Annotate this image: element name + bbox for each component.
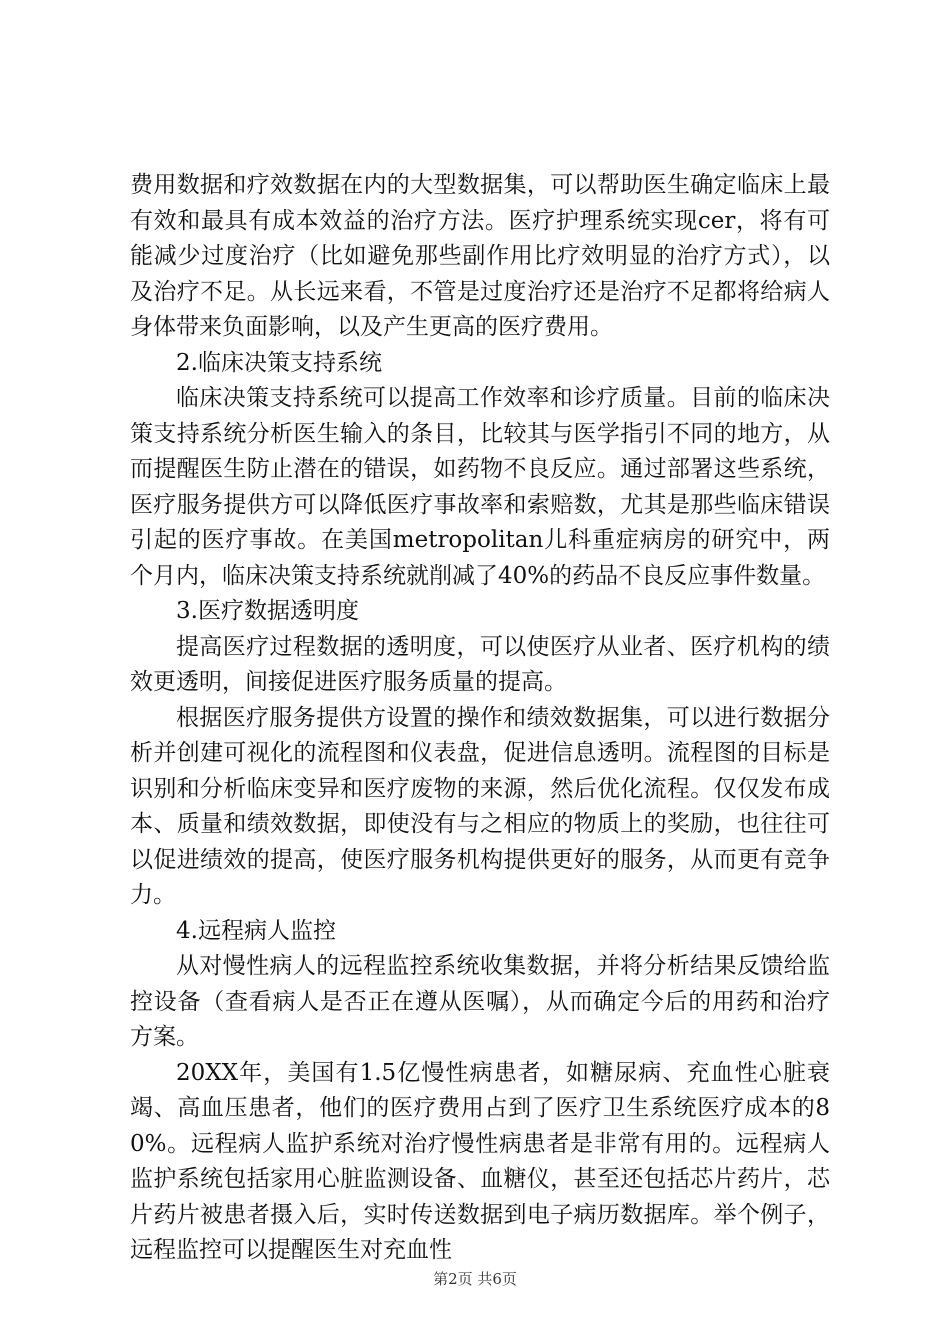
section-heading-4: 4.远程病人监控 <box>176 917 336 944</box>
paragraph-3: 提高医疗过程数据的透明度，可以使医疗从业者、医疗机构的绩效更透明，间接促进医疗服务质量的提高。 <box>130 633 830 695</box>
section-heading-3: 3.医疗数据透明度 <box>176 598 359 624</box>
paragraph-4: 根据医疗服务提供方设置的操作和绩效数据集，可以进行数据分析并创建可视化的流程图和仪表盘，促进信息透明。流程图的目标是识别和分析临床变异和医疗废物的来源，然后优化流程。仅仅发布成本、质量和绩效数据，即使没有与之相应的物质上的奖励，也往往可以促进绩效的提高，使医疗服务机构提供更好的服务，从而更有竞争力。 <box>130 704 830 908</box>
section-heading-2: 2.临床决策支持系统 <box>176 349 382 376</box>
page-footer: 第2页 共6页 <box>433 1270 517 1288</box>
paragraph-6: 20XX年，美国有1.5亿慢性病患者，如糖尿病、充血性心脏衰竭、高血压患者，他们的医疗费用占到了医疗卫生系统医疗成本的80%。远程病人监护系统对治疗慢性病患者是非常有用的。远程病人监护系统包括家用心脏监测设备、血糖仪，甚至还包括芯片药片，芯片药片被患者摄入后，实时传送数据到电子病历数据库。举个例子，远程监控可以提醒医生对充血性 <box>130 1059 830 1263</box>
paragraph-1: 费用数据和疗效数据在内的大型数据集，可以帮助医生确定临床上最有效和最具有成本效益的治疗方法。医疗护理系统实现cer，将有可能减少过度治疗（比如避免那些副作用比疗效明显的治疗方式），以及治疗不足。从长远来看，不管是过度治疗还是治疗不足都将给病人身体带来负面影响，以及产生更高的医疗费用。 <box>130 172 830 340</box>
document-body <box>130 168 830 1269</box>
paragraph-5: 从对慢性病人的远程监控系统收集数据，并将分析结果反馈给监控设备（查看病人是否正在遵从医嘱），从而确定今后的用药和治疗方案。 <box>130 953 830 1050</box>
paragraph-2: 临床决策支持系统可以提高工作效率和诊疗质量。目前的临床决策支持系统分析医生输入的条目，比较其与医学指引不同的地方，从而提醒医生防止潜在的错误，如药物不良反应。通过部署这些系统，医疗服务提供方可以降低医疗事故率和索赔数，尤其是那些临床错误引起的医疗事故。在美国metropolitan儿科重症病房的研究中，两个月内，临床决策支持系统就削减了40%的药品不良反应事件数量。 <box>130 385 830 589</box>
